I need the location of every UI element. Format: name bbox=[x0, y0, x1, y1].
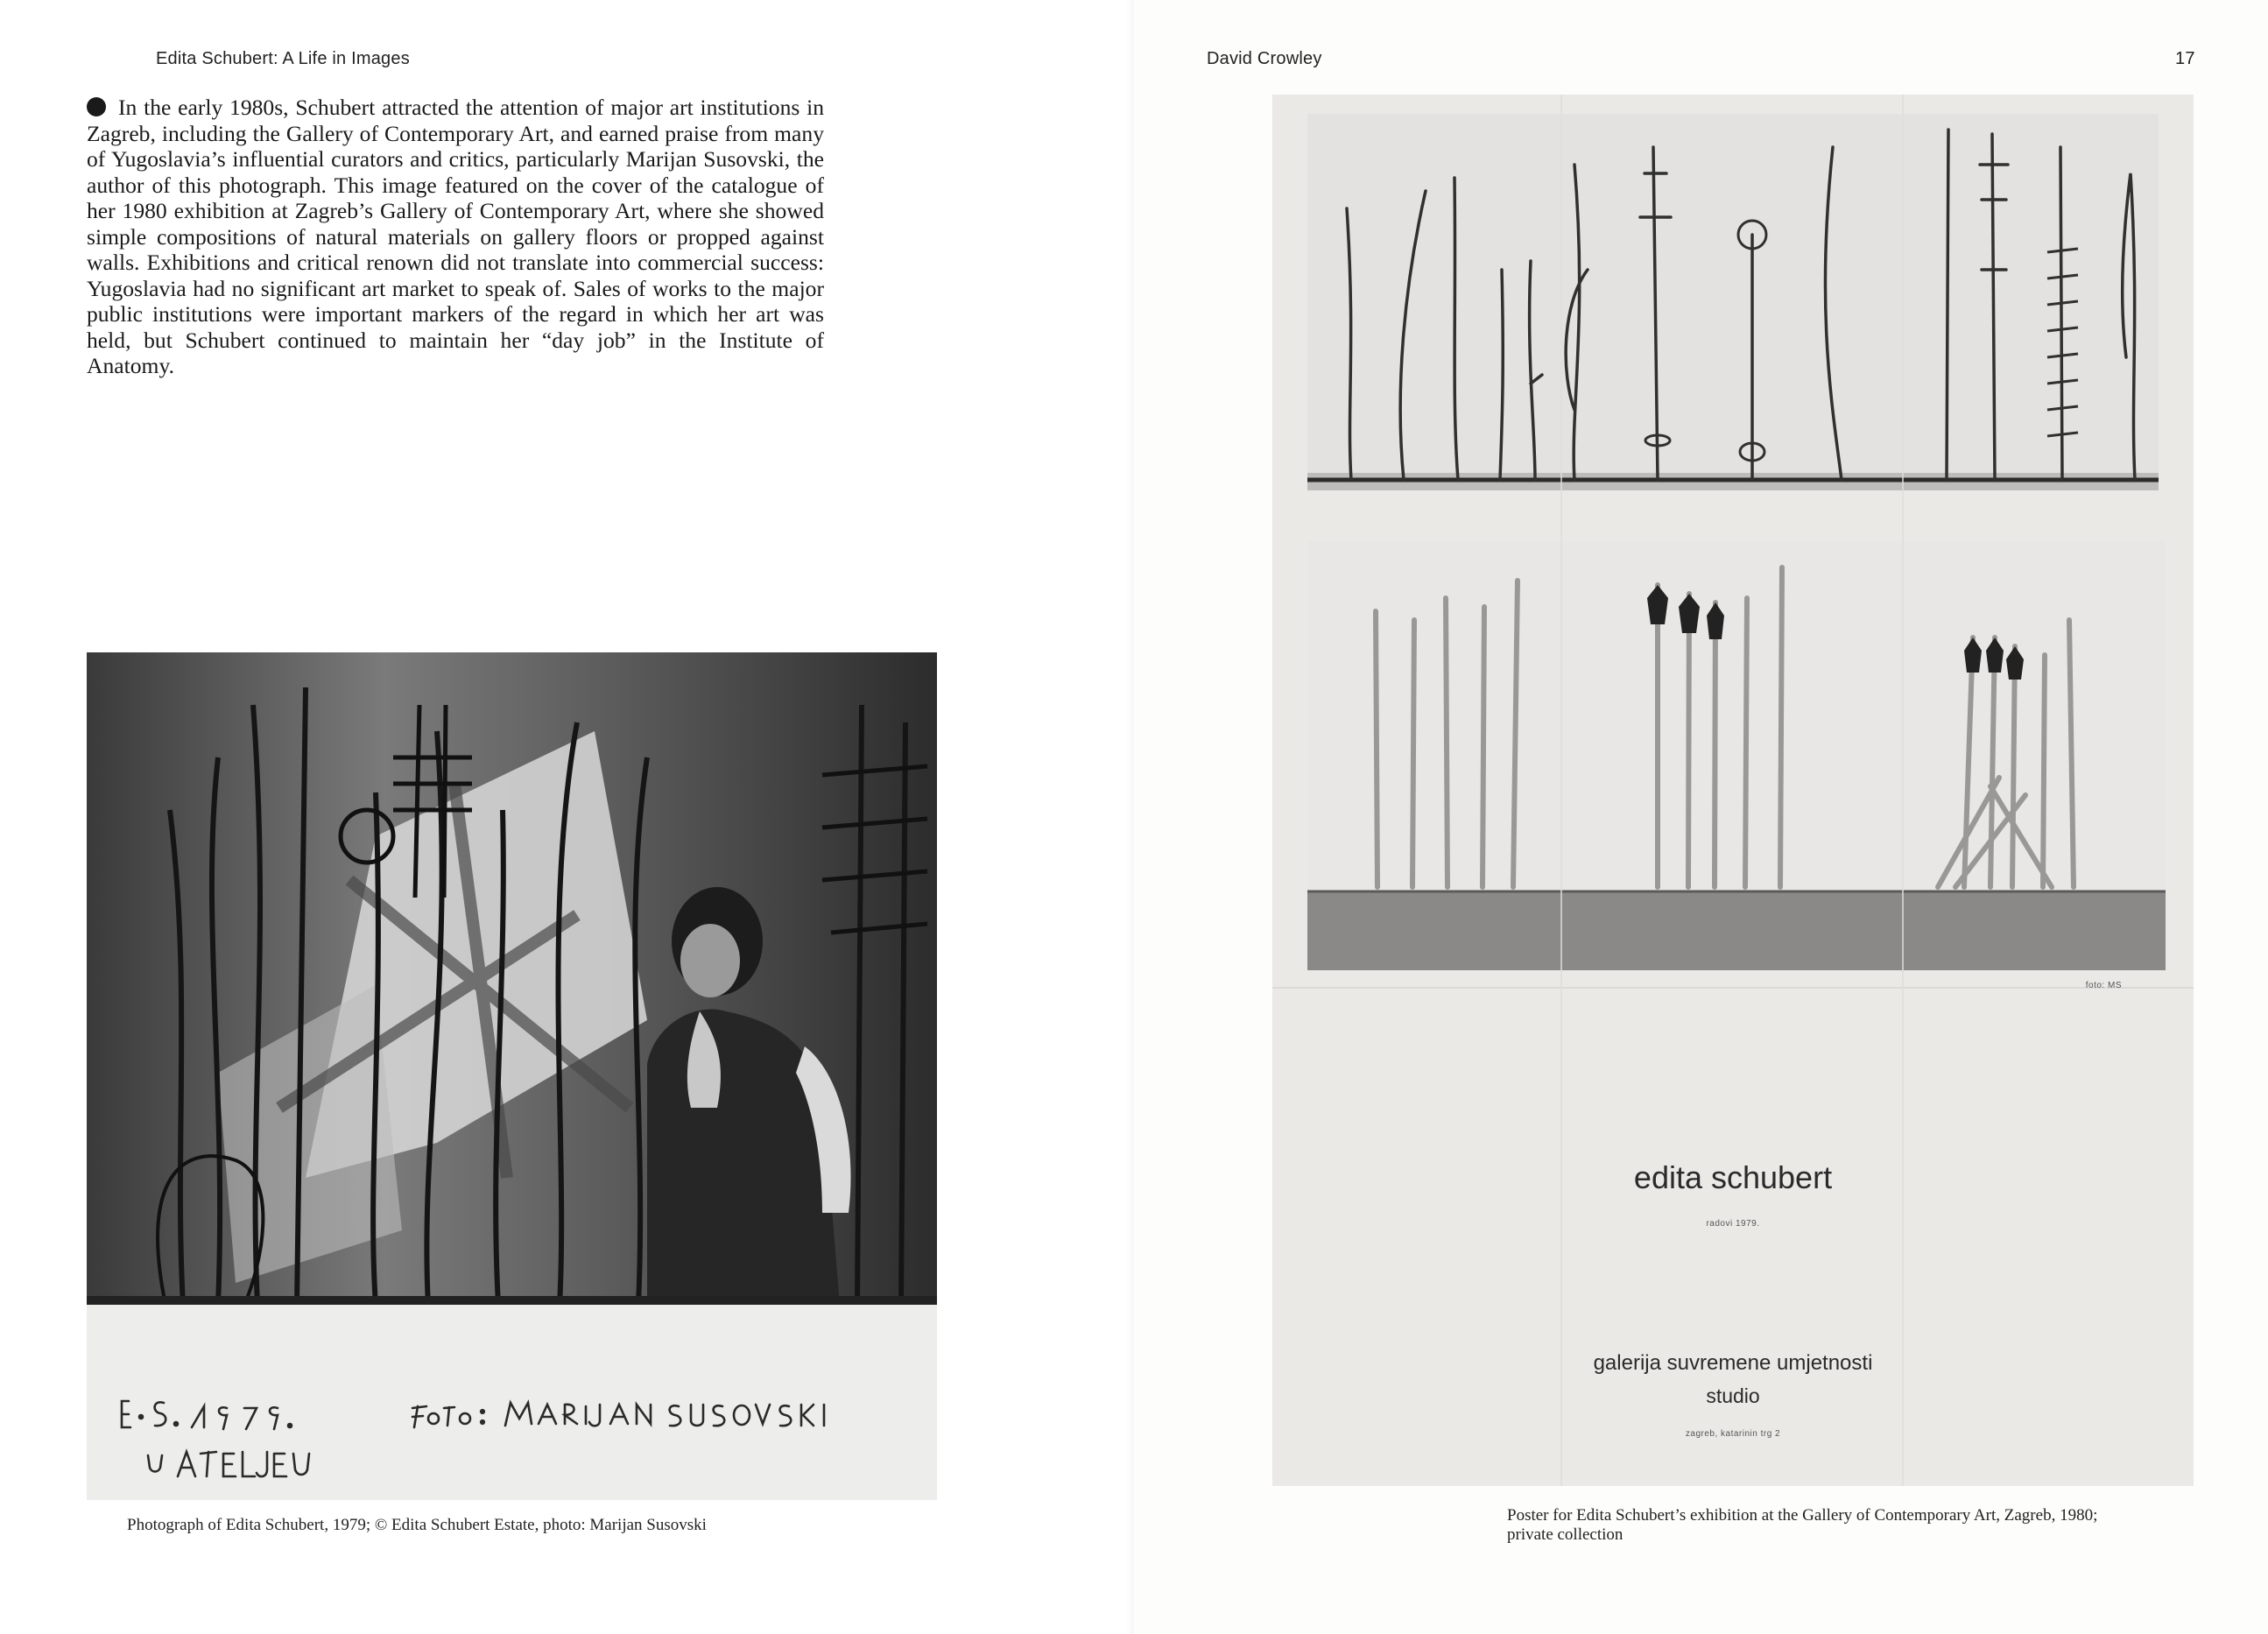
right-running-head: David Crowley bbox=[1207, 49, 1322, 68]
poster-studio: studio bbox=[1706, 1384, 1760, 1407]
photo-caption: Photograph of Edita Schubert, 1979; © Edita Schubert Estate, photo: Marijan Susovski bbox=[127, 1516, 707, 1534]
poster-gallery-name: galerija suvremene umjetnosti bbox=[1593, 1351, 1873, 1375]
page-number: 17 bbox=[2175, 49, 2195, 68]
poster-title: edita schubert bbox=[1633, 1159, 1833, 1195]
left-running-head: Edita Schubert: A Life in Images bbox=[156, 49, 410, 68]
handwritten-card bbox=[87, 1305, 937, 1500]
poster-subtitle: radovi 1979. bbox=[1706, 1219, 1760, 1229]
poster-photographs bbox=[1272, 95, 2194, 1486]
exhibition-poster bbox=[1272, 95, 2194, 1486]
poster-address: zagreb, katarinin trg 2 bbox=[1685, 1429, 1781, 1439]
handwritten-inscription bbox=[87, 1305, 937, 1500]
body-paragraph bbox=[87, 95, 824, 379]
bullet-icon bbox=[87, 97, 106, 116]
studio-photo-image bbox=[87, 652, 937, 1305]
body-paragraph-text: In the early 1980s, Schubert attracted the attention of major art institutions in Zagreb, including the Gallery of Contemporary Art, and earned praise from many of Yugoslavia’s influential curators and critics, particularly Marijan Susovski, the author of this photograph. This image featured on the cover of the catalogue of her 1980 exhibition at Zagreb’s Gallery of Contemporary Art, where she showed simple compositions of natural materials on gallery floors or propped against walls. Exhibitions and critical renown did not translate into commercial success: Yugoslavia had no significant art market to speak of. Sales of works to the major public institutions were important markers of the regard in which her art was held, but Schubert continued to maintain her “day job” in the Institute of Anatomy. bbox=[87, 95, 824, 378]
artist-photograph bbox=[87, 652, 937, 1500]
poster-caption: Poster for Edita Schubert’s exhibition at the Gallery of Contemporary Art, Zagreb, 1980; private collection bbox=[1507, 1506, 2098, 1544]
poster-photo-credit: foto: MS bbox=[2085, 981, 2122, 990]
